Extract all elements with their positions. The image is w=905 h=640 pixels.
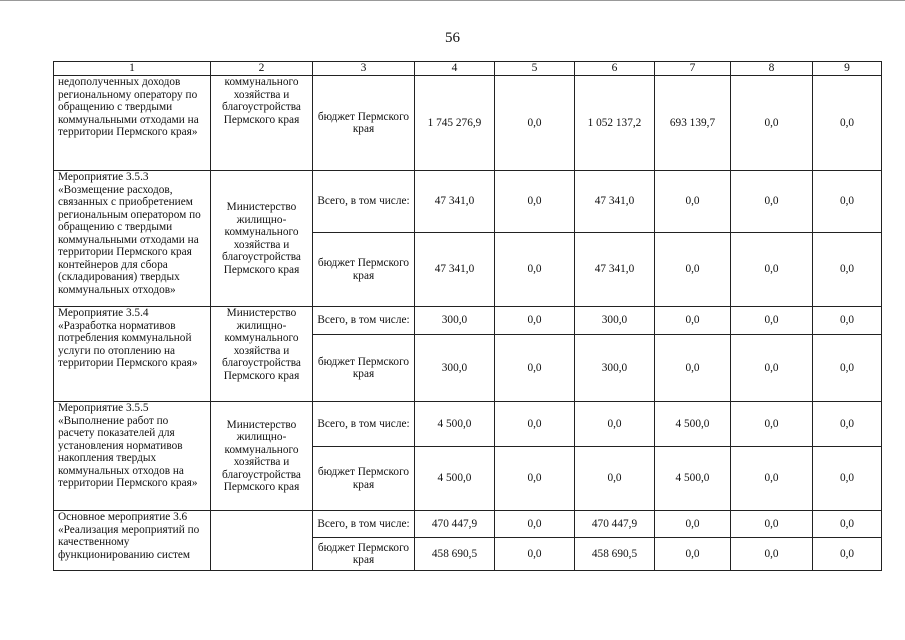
value-cell: 1 052 137,2 bbox=[575, 76, 655, 171]
column-header: 5 bbox=[495, 62, 575, 76]
value-cell: 47 341,0 bbox=[415, 171, 495, 233]
source-cell: Всего, в том числе: bbox=[313, 171, 415, 233]
column-header: 2 bbox=[211, 62, 313, 76]
source-cell: Всего, в том числе: bbox=[313, 402, 415, 447]
activity-cell: Мероприятие 3.5.4 «Разработка нормативов потребления коммунальной услуги по отоплению на территории Пермского края» bbox=[54, 307, 211, 402]
value-cell: 0,0 bbox=[813, 335, 882, 402]
value-cell: 0,0 bbox=[655, 307, 731, 335]
column-header: 4 bbox=[415, 62, 495, 76]
value-cell: 0,0 bbox=[655, 335, 731, 402]
value-cell: 0,0 bbox=[731, 402, 813, 447]
table-row bbox=[54, 307, 882, 335]
value-cell: 300,0 bbox=[415, 307, 495, 335]
responsible-cell: Министерство жилищно-коммунального хозяйства и благоустройства Пермского края bbox=[211, 402, 313, 511]
table-row bbox=[54, 76, 882, 171]
activity-cell: недополученных доходов региональному оператору по обращению с твердыми коммунальными отходами на территории Пермского края» bbox=[54, 76, 211, 171]
value-cell: 458 690,5 bbox=[575, 538, 655, 571]
column-header: 8 bbox=[731, 62, 813, 76]
value-cell: 4 500,0 bbox=[655, 447, 731, 511]
page-number: 56 bbox=[445, 30, 460, 46]
column-header: 1 bbox=[54, 62, 211, 76]
value-cell: 0,0 bbox=[655, 233, 731, 307]
source-cell: бюджет Пермского края bbox=[313, 447, 415, 511]
value-cell: 0,0 bbox=[731, 335, 813, 402]
table-row bbox=[54, 511, 882, 538]
responsible-cell bbox=[211, 511, 313, 571]
value-cell: 4 500,0 bbox=[415, 402, 495, 447]
activity-cell: Мероприятие 3.5.3 «Возмещение расходов, связанных с приобретением региональным оператором по обращению с твердыми коммунальными отходами на территории Пермского края контейнеров для сбора (складирования) твердых коммунальных отходов» bbox=[54, 171, 211, 307]
value-cell: 4 500,0 bbox=[655, 402, 731, 447]
source-cell: Всего, в том числе: bbox=[313, 307, 415, 335]
table-row bbox=[54, 402, 882, 447]
value-cell: 0,0 bbox=[495, 76, 575, 171]
column-header: 3 bbox=[313, 62, 415, 76]
value-cell: 0,0 bbox=[731, 307, 813, 335]
value-cell: 0,0 bbox=[655, 538, 731, 571]
column-header: 6 bbox=[575, 62, 655, 76]
value-cell: 0,0 bbox=[731, 447, 813, 511]
value-cell: 0,0 bbox=[813, 171, 882, 233]
budget-table bbox=[53, 61, 882, 571]
source-cell: Всего, в том числе: bbox=[313, 511, 415, 538]
value-cell: 0,0 bbox=[495, 233, 575, 307]
source-cell: бюджет Пермского края bbox=[313, 76, 415, 171]
source-cell: бюджет Пермского края bbox=[313, 335, 415, 402]
value-cell: 693 139,7 bbox=[655, 76, 731, 171]
header-row bbox=[54, 62, 882, 76]
value-cell: 300,0 bbox=[575, 307, 655, 335]
value-cell: 0,0 bbox=[813, 76, 882, 171]
responsible-cell: Министерство жилищно-коммунального хозяйства и благоустройства Пермского края bbox=[211, 307, 313, 402]
value-cell: 0,0 bbox=[731, 171, 813, 233]
value-cell: 0,0 bbox=[495, 171, 575, 233]
table-row bbox=[54, 171, 882, 233]
value-cell: 47 341,0 bbox=[415, 233, 495, 307]
value-cell: 300,0 bbox=[415, 335, 495, 402]
source-cell: бюджет Пермского края bbox=[313, 233, 415, 307]
responsible-cell: Министерство жилищно-коммунального хозяйства и благоустройства Пермского края bbox=[211, 171, 313, 307]
value-cell: 300,0 bbox=[575, 335, 655, 402]
value-cell: 0,0 bbox=[495, 511, 575, 538]
value-cell: 0,0 bbox=[495, 538, 575, 571]
value-cell: 0,0 bbox=[813, 511, 882, 538]
value-cell: 0,0 bbox=[813, 402, 882, 447]
value-cell: 0,0 bbox=[813, 307, 882, 335]
value-cell: 1 745 276,9 bbox=[415, 76, 495, 171]
value-cell: 0,0 bbox=[495, 307, 575, 335]
value-cell: 0,0 bbox=[813, 447, 882, 511]
top-rule bbox=[0, 0, 905, 1]
value-cell: 0,0 bbox=[495, 447, 575, 511]
value-cell: 0,0 bbox=[813, 233, 882, 307]
value-cell: 0,0 bbox=[655, 171, 731, 233]
value-cell: 0,0 bbox=[731, 538, 813, 571]
value-cell: 47 341,0 bbox=[575, 233, 655, 307]
value-cell: 47 341,0 bbox=[575, 171, 655, 233]
activity-cell: Мероприятие 3.5.5 «Выполнение работ по расчету показателей для установления нормативов накопления твердых коммунальных отходов на территории Пермского края» bbox=[54, 402, 211, 511]
value-cell: 0,0 bbox=[495, 402, 575, 447]
value-cell: 470 447,9 bbox=[575, 511, 655, 538]
value-cell: 0,0 bbox=[575, 447, 655, 511]
value-cell: 0,0 bbox=[731, 511, 813, 538]
value-cell: 0,0 bbox=[495, 335, 575, 402]
value-cell: 0,0 bbox=[731, 76, 813, 171]
value-cell: 458 690,5 bbox=[415, 538, 495, 571]
activity-cell: Основное мероприятие 3.6 «Реализация мероприятий по качественному функционированию систем bbox=[54, 511, 211, 571]
value-cell: 0,0 bbox=[655, 511, 731, 538]
value-cell: 0,0 bbox=[575, 402, 655, 447]
column-header: 7 bbox=[655, 62, 731, 76]
value-cell: 0,0 bbox=[813, 538, 882, 571]
column-header: 9 bbox=[813, 62, 882, 76]
value-cell: 470 447,9 bbox=[415, 511, 495, 538]
value-cell: 4 500,0 bbox=[415, 447, 495, 511]
responsible-cell: коммунального хозяйства и благоустройства Пермского края bbox=[211, 76, 313, 171]
value-cell: 0,0 bbox=[731, 233, 813, 307]
source-cell: бюджет Пермского края bbox=[313, 538, 415, 571]
